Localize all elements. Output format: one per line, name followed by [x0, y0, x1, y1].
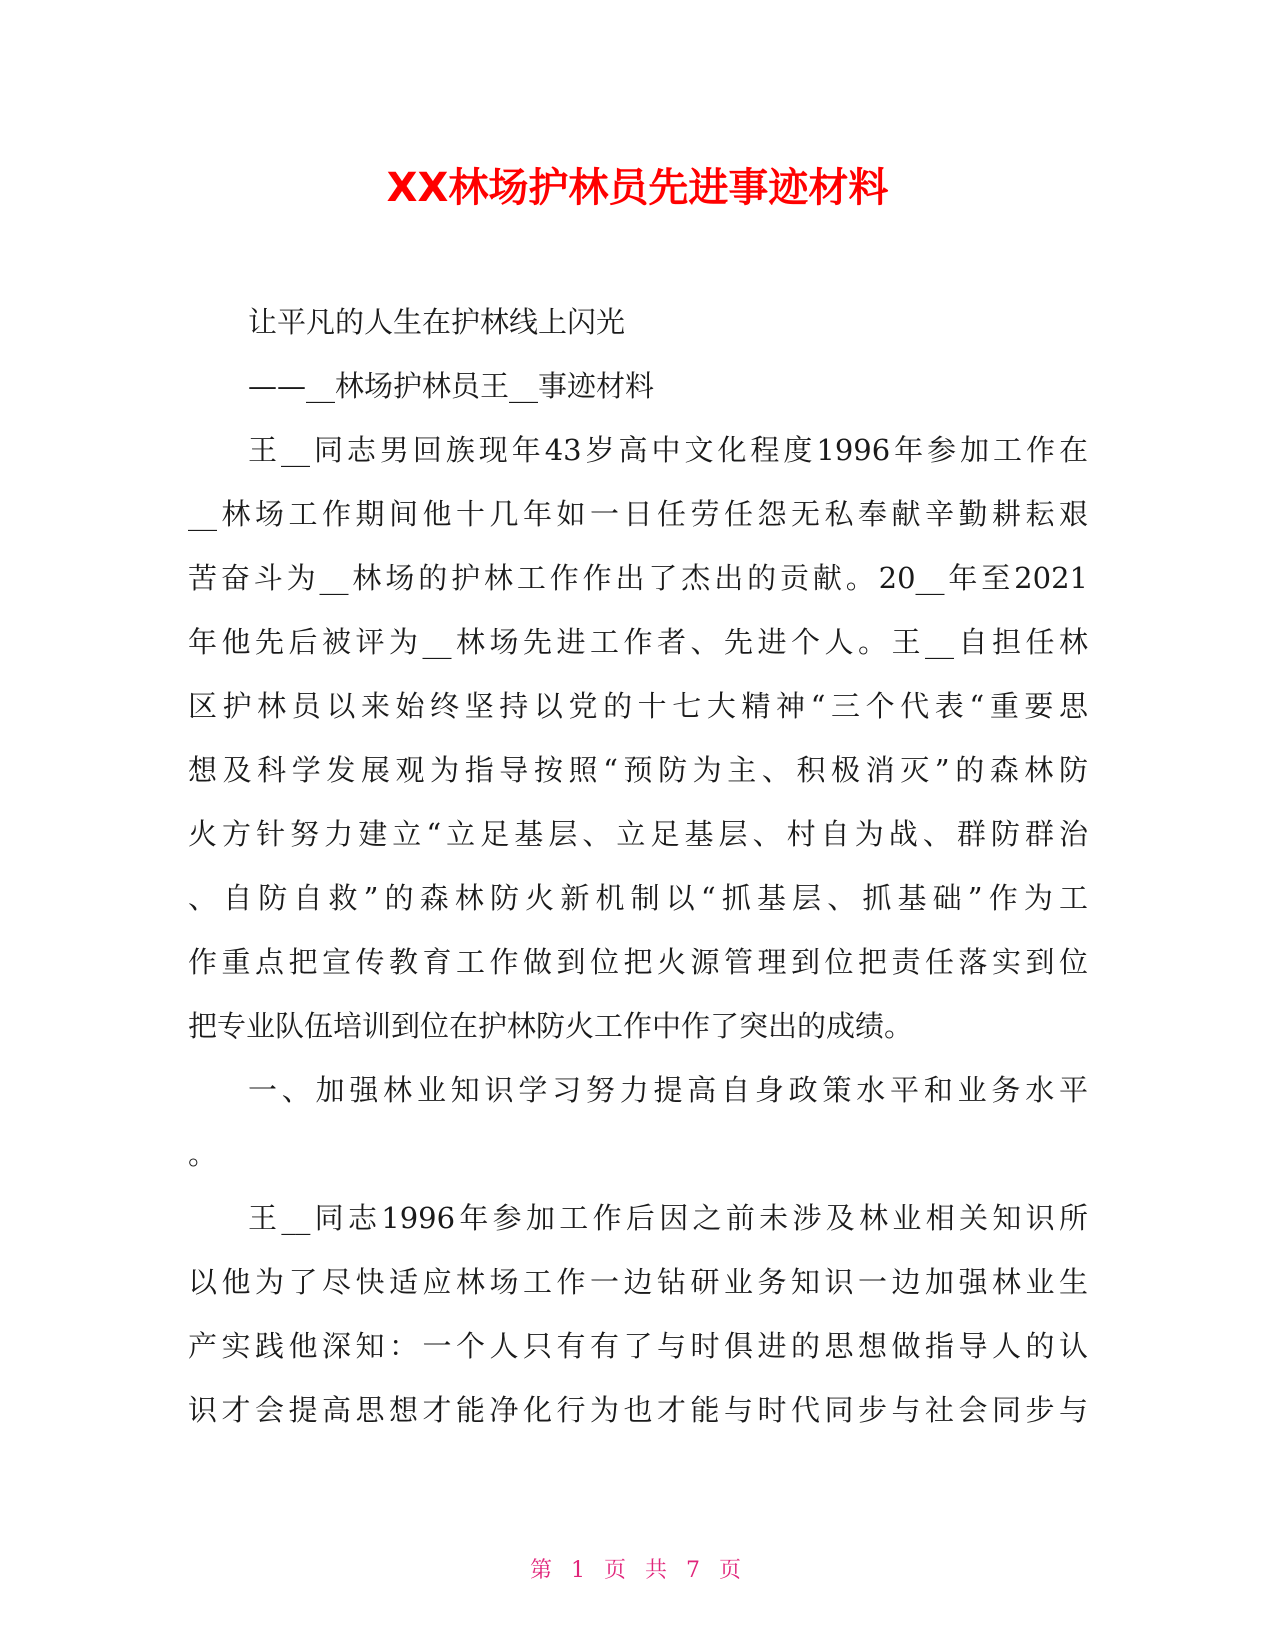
text-line: 识才会提高思想才能净化行为也才能与时代同步与社会同步与 [188, 1393, 1088, 1427]
text-line: 让平凡的人生在护林线上闪光 [248, 305, 626, 339]
section-heading: 一、加强林业知识学习努力提高自身政策水平和业务水平 [248, 1073, 1088, 1107]
page-title: XX林场护林员先进事迹材料 [386, 165, 889, 211]
text-line: 火方针努力建立“立足基层、立足基层、村自为战、群防群治 [188, 817, 1088, 851]
text-line: 想及科学发展观为指导按照“预防为主、积极消灭”的森林防 [188, 753, 1088, 787]
text-line: 苦奋斗为__林场的护林工作作出了杰出的贡献。20__年至2021 [188, 561, 1088, 595]
text-line: __林场工作期间他十几年如一日任劳任怨无私奉献辛勤耕耘艰 [188, 497, 1088, 531]
footer-total-unit: 页 [719, 1558, 746, 1583]
text-line: 把专业队伍培训到位在护林防火工作中作了突出的成绩。 [188, 1009, 914, 1043]
page-footer [0, 1556, 1275, 1586]
footer-total-pages: 7 [686, 1558, 705, 1583]
text-line: 。 [188, 1137, 218, 1171]
footer-total-word: 共 [645, 1558, 672, 1583]
text-line: 王__同志男回族现年43岁高中文化程度1996年参加工作在 [248, 433, 1088, 467]
text-line: 区护林员以来始终坚持以党的十七大精神“三个代表“重要思 [188, 689, 1088, 723]
text-line: 以他为了尽快适应林场工作一边钻研业务知识一边加强林业生 [188, 1265, 1088, 1299]
text-line: 、自防自救”的森林防火新机制以“抓基层、抓基础”作为工 [188, 881, 1088, 915]
footer-page-word: 第 [529, 1558, 556, 1583]
text-line: 王__同志1996年参加工作后因之前未涉及林业相关知识所 [248, 1201, 1088, 1235]
text-line: 作重点把宣传教育工作做到位把火源管理到位把责任落实到位 [188, 945, 1088, 979]
text-line: ——__林场护林员王__事迹材料 [248, 369, 655, 403]
text-line: 年他先后被评为__林场先进工作者、先进个人。王__自担任林 [188, 625, 1088, 659]
footer-current-page: 1 [570, 1558, 589, 1583]
footer-page-unit: 页 [603, 1558, 630, 1583]
document-body [188, 290, 1088, 1442]
text-line: 产实践他深知：一个人只有有了与时俱进的思想做指导人的认 [188, 1329, 1088, 1363]
